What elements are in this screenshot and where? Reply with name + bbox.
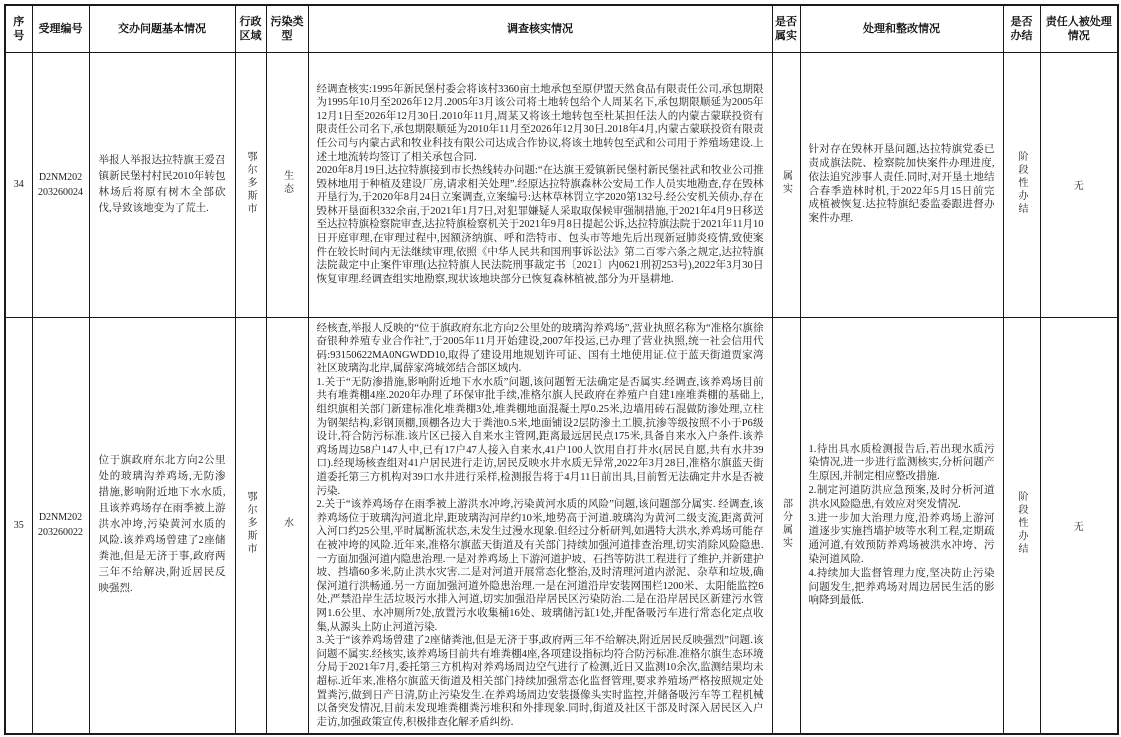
rectification-paragraph: 3.进一步加大治理力度,沿养鸡场上游河道逐步实施挡墙护坡等水利工程,定期疏通河道,有效预防养鸡场被洪水冲垮、污染河道风险. bbox=[808, 512, 995, 565]
investigation-paragraph: 3.关于“该养鸡场曾建了2座储粪池,但是无济于事,政府两三年不给解决,附近居民反映强烈”问题.该问题不属实.经核实,该养鸡场目前共有堆粪棚4座,各项建设指标均符合防污标准.准格尔旗生态环境分局于2021年7月,委托第三方机构对养鸡场周边空气进行了检测,近日又监测10余次,监测结果均未超标.近年来,准格尔旗蓝天街道及相关部门持续加强常态化监督管理,要求养殖场严格按照规定处置粪污,做到日产日清,防止污染发生.在养鸡场周边安装摄像头实时监控,并储备吸污车等工程机械以备突发情况,目前未发现堆粪棚粪污堆积和外排现象.同时,街道及社区干部及时深入居民区入户走访,加强政策宣传,积极排查化解矛盾纠纷. bbox=[316, 635, 764, 728]
table-row-35 bbox=[5, 317, 1118, 734]
investigation-paragraph: 1.关于“无防渗措施,影响附近地下水水质”问题,该问题暂无法确定是否属实.经调查,该养鸡场目前共有堆粪棚4座.2020年办理了环保审批手续,准格尔旗人民政府在养殖户自建1座堆粪棚的基础上,组织旗相关部门新建标准化堆粪棚3处,堆粪棚地面混凝土厚0.25米,边墙用砖石混做防渗处理,立柱为钢架结构,彩钢顶棚,顶棚各边大于粪池0.5米,地面铺设2层防渗土工膜,抗渗等级按照不小于P6级设计,符合防污标准.该片区已接入自来水主管网,距离最远居民点175米,具备自来水入户条件.该养鸡场周边58户147人中,已有17户47人接入自来水,41户100人饮用自打井水(居民自愿,共有水井39口).经现场核查组对41户居民进行走访,居民反映水井水质无异常,2022年3月28日,准格尔旗蓝天街道委托第三方机构对39口水井进行采样,检测报告将于4月11日前出具,目前暂无法确定井水是否被污染. bbox=[316, 376, 764, 497]
col-header-rectification: 处理和整改情况 bbox=[800, 5, 1003, 52]
status-text: 阶段性办结 bbox=[1016, 150, 1027, 216]
verified-text: 部分属实 bbox=[780, 497, 792, 550]
investigation-paragraph: 经调查核实:1995年新民堡村委会将该村3360亩土地承包至原伊盟天然食品有限责任公司,承包期限为1995年10月至2026年12月.2005年3月该公司将土地转包给个人周某名下,承包期限顺延为2005年12月1日至2026年12月30日.2010年11月,周某又将该土地转包至杜某担任法人的内蒙古蒙联投资有限责任公司名下,承包期限顺延为2010年11月至2026年12月30日.2018年4月,内蒙古蒙联投资有限责任公司与内蒙古武和牧业科技有限公司达成合作协议,将该土地转包至武和公司用于养殖场建设.上述土地流转均签订了相关承包合同. bbox=[316, 83, 764, 163]
cell-case-number: D2NM202203260024 bbox=[32, 52, 89, 317]
cell-region bbox=[235, 317, 266, 734]
status-text: 阶段性办结 bbox=[1016, 491, 1027, 557]
verified-text: 属实 bbox=[780, 170, 792, 196]
investigation-paragraph: 2.关于“该养鸡场存在雨季被上游洪水冲垮,污染黄河水质的风险”问题,该问题部分属实. 经调查,该养鸡场位于玻璃沟河道北岸,距玻璃沟河岸约10米,地势高于河道.玻璃沟为黄河二级支流,距离黄河入河口约25公里,平时属断流状态,未发生过漫水现象.但经过分析研判,如遇特大洪水,养鸡场可能存在被冲垮的风险.近年来,准格尔旗蓝天街道及有关部门持续加强河道排查治理,切实消除风险隐患.一方面加强河道内隐患治理.一是对养鸡场上下游河道护坡、石挡等防洪工程进行了维护,并新建护坡、挡墙60多米,防止洪水灾害.二是对河道开展常态化整治,及时清理河道内淤泥、杂草和垃圾,确保河道行洪畅通.另一方面加强河道外隐患治理.一是在河道沿岸安装网围栏1200米、太阳能监控6处,严禁沿岸生活垃圾污水排入河道,切实加强沿岸居民区污染防治.二是在沿岸居民区新建污水管网1.6公里、水冲厕所7处,放置污水收集桶16处、玻璃储污缸1处,并配备吸污车进行常态化定点收集,从源头上防止河道污染. bbox=[316, 499, 764, 633]
investigation-paragraph: 经核查,举报人反映的“位于旗政府东北方向2公里处的玻璃沟养鸡场”,营业执照名称为“准格尔旗徐奋银种养殖专业合作社”,于2005年11月开始建设,2007年投运,已办理了营业执照,统一社会信用代码:93150622MA0NGWDD10,取得了建设用地规划许可证、国有土地使用证.位于蓝天街道贾家湾社区玻璃沟北岸,属薛家湾城郊结合部区域内. bbox=[316, 322, 764, 375]
complaint-handling-table bbox=[4, 4, 1119, 735]
cell-case-number: D2NM202203260022 bbox=[32, 317, 89, 734]
cell-status bbox=[1003, 317, 1040, 734]
issue-text: 位于旗政府东北方向2公里处的玻璃沟养鸡场,无防渗措施,影响附近地下水水质,且该养鸡场存在雨季被上游洪水冲垮,污染黄河水质的风险.该养鸡场曾建了2座储粪池,但是无济于事,政府两三年不给解决,附近居民反映强烈. bbox=[98, 455, 226, 595]
cell-serial: 35 bbox=[5, 317, 32, 734]
pollution-type-text: 生态 bbox=[281, 170, 293, 196]
cell-accountability: 无 bbox=[1040, 52, 1118, 317]
col-header-accountability: 责任人被处理情况 bbox=[1040, 5, 1118, 52]
table-row-34 bbox=[5, 52, 1118, 317]
pollution-type-text: 水 bbox=[281, 517, 293, 531]
cell-serial: 34 bbox=[5, 52, 32, 317]
cell-investigation bbox=[308, 317, 772, 734]
col-header-status: 是否办结 bbox=[1003, 5, 1040, 52]
cell-issue bbox=[89, 317, 235, 734]
col-header-verified: 是否属实 bbox=[772, 5, 800, 52]
region-text: 鄂尔多斯市 bbox=[245, 150, 256, 216]
cell-verified bbox=[772, 52, 800, 317]
cell-status bbox=[1003, 52, 1040, 317]
cell-pollution-type bbox=[266, 317, 308, 734]
cell-issue bbox=[89, 52, 235, 317]
rectification-paragraph: 1.待出具水质检测报告后,若出现水质污染情况,进一步进行监测核实,分析问题产生原因,并制定相应整改措施. bbox=[808, 443, 995, 483]
cell-investigation bbox=[308, 52, 772, 317]
rectification-paragraph: 针对存在毁林开垦问题,达拉特旗党委已责成旗法院、检察院加快案件办理进度,依法追究涉事人责任.同时,对开垦土地结合春季造林时机,于2022年5月15日前完成植被恢复.达拉特旗纪委监委跟进督办案件办理. bbox=[808, 144, 995, 225]
cell-region bbox=[235, 52, 266, 317]
col-header-pollution-type: 污染类型 bbox=[266, 5, 308, 52]
rectification-paragraph: 2.制定河道防洪应急预案,及时分析河道洪水风险隐患,有效应对突发情况. bbox=[808, 485, 995, 510]
col-header-case-number: 受理编号 bbox=[32, 5, 89, 52]
cell-rectification bbox=[800, 317, 1003, 734]
col-header-investigation: 调查核实情况 bbox=[308, 5, 772, 52]
col-header-issue: 交办问题基本情况 bbox=[89, 5, 235, 52]
col-header-serial: 序号 bbox=[5, 5, 32, 52]
cell-verified bbox=[772, 317, 800, 734]
col-header-region: 行政区域 bbox=[235, 5, 266, 52]
region-text: 鄂尔多斯市 bbox=[245, 491, 256, 557]
cell-rectification bbox=[800, 52, 1003, 317]
issue-text: 举报人举报达拉特旗王爱召镇新民堡村村民2010年转包林场后将原有树木全部砍伐,导致该地变为了荒土. bbox=[98, 154, 226, 214]
rectification-paragraph: 4.持续加大监督管理力度,坚决防止污染问题发生,把养鸡场对周边居民生活的影响降到最低. bbox=[808, 567, 995, 607]
investigation-paragraph: 2020年8月19日,达拉特旗接到市长热线转办问题:“在达旗王爱镇新民堡村新民堡社武和牧业公司推毁林地用于种植及建设厂房,请求相关处理”.经原达拉特旗森林公安局工作人员实地勘查,存在毁林开垦行为,于2020年8月24日立案调查,立案编号:达林草林罚立字2020第132号.经公安机关侦办,存在毁林开垦面积332余亩,于2021年1月7日,对犯罪嫌疑人采取取保候审强制措施,于2021年4月9日移送至达拉特旗检察院审查,达拉特旗检察机关于2021年9月8日提起公诉,达拉特旗法院于2021年11月10日开庭审理,在审理过程中,因额济纳旗、呼和浩特市、包头市等地先后出现新冠肺炎疫情,致使案件在较长时间内无法继续审理,依照《中华人民共和国刑事诉讼法》第二百零六条之规定,达拉特旗法院裁定中止案件审理(达拉特旗人民法院刑事裁定书〔2021〕内0621刑初253号),2022年3月30日恢复审理.经调查组实地勘察,现状该地块部分已恢复森林植被,部分为开垦耕地. bbox=[316, 165, 764, 285]
cell-accountability: 无 bbox=[1040, 317, 1118, 734]
cell-pollution-type bbox=[266, 52, 308, 317]
table-header-row bbox=[5, 5, 1118, 52]
